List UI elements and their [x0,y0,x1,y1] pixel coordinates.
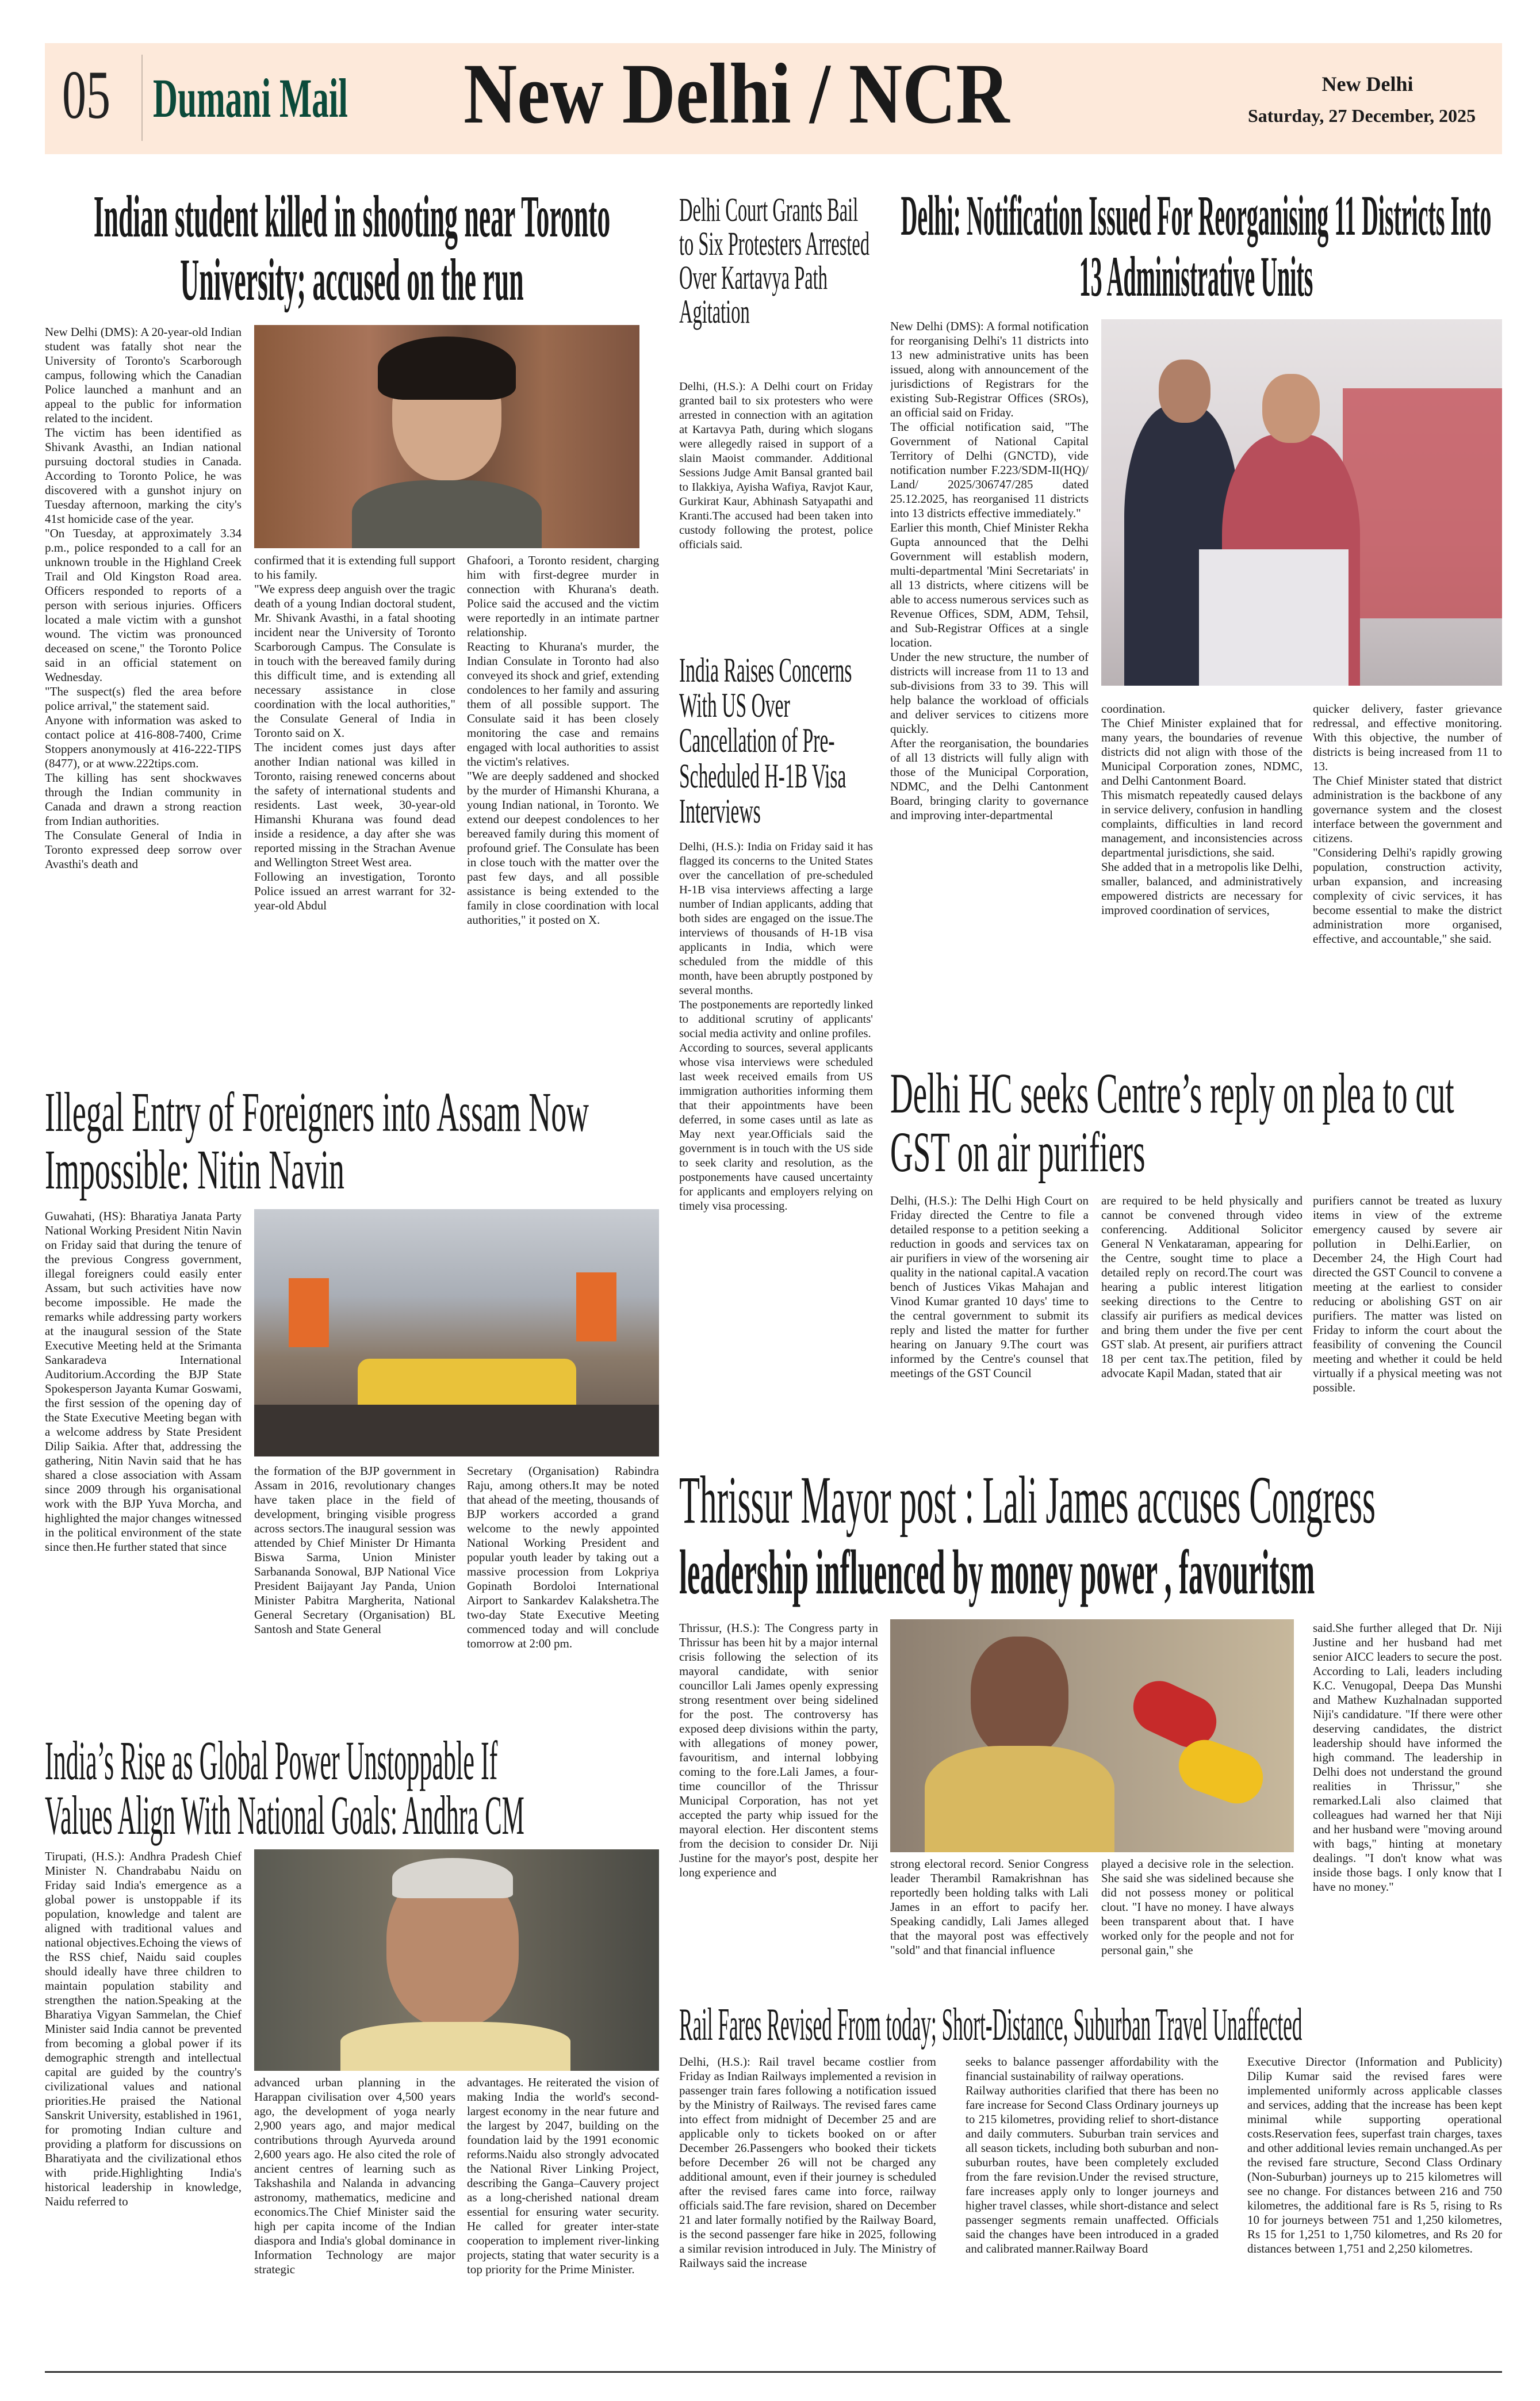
headline-text: India Raises Concerns With US Over Cancellation of Pre-Scheduled H-1B Visa Interviews [679,651,852,830]
article-column: seeks to balance passenger affordability with the financial sustainability of railway operations. Railway authorities clarified that there has been no fare increase for Second Class Ordinary journeys up to 215 kilometres, providing relief to short-distance and daily commuters. Suburban train services and all season tickets, including both suburban and non-suburban routes, have been completely excluded from the fare revision.Under the revised structure, fare increases apply only to longer journeys and higher travel classes, while short-distance and select passenger segments remain unaffected. Officials said the changes have been introduced in a graded and calibrated manner.Railway Board [966,2055,1219,2255]
headline-text: leadership influenced by money power , favouritsm [679,1537,1315,1607]
person-shirt [340,2022,570,2071]
newspaper-brand: Dumani Mail [153,67,348,129]
article-column: advantages. He reiterated the vision of making India the world's second-largest economy in the near future and the largest by 2047, building on the foundation laid by the 1991 economic reforms.Naidu also strongly advocated the National River Linking Project, describing the Ganga–Cauvery project as a long-cherished national dream essential for ensuring water security. He called for greater inter-state cooperation to implement river-linking projects, stating that water security is a top priority for the Prime Minister. [467,2075,659,2276]
article-column: Executive Director (Information and Publicity) Dilip Kumar said the revised fares were implemented uniformly across applicable classes and services, adding that the increase has been kept minimal while supporting operational costs.Reservation fees, superfast train charges, taxes and other additional levies remain unchanged.As per the revised fare structure, Second Class Ordinary (Non-Suburban) journeys up to 215 kilometres will see no change. For distances between 216 and 750 kilometres, the additional fare is Rs 5, rising to Rs 10 for journeys between 751 and 1,250 kilometres, Rs 15 for 1,251 to 1,750 kilometres, and Rs 20 for distances between 1,751 and 2,250 kilometres. [1247,2055,1502,2255]
article-column: purifiers cannot be treated as luxury items in view of the extreme emergency caused by severe air pollution in Delhi.Earlier, on December 24, the High Court had directed the GST Council to convene a meeting at the earliest to consider reducing or abolishing GST on air purifiers. The matter was listed on Friday to inform the court about the feasibility of convening the Council meeting and whether it could be held virtually if a physical meeting was not possible. [1313,1194,1502,1394]
article-column: advanced urban planning in the Harappan civilisation over 4,500 years ago, the development of yoga nearly 2,900 years ago, and major medical contributions through Ayurveda around 2,600 years ago. He also cited the role of ancient centres of learning such as Takshashila and Nalanda in advancing astronomy, mathematics, medicine and economics.The Chief Minister said the high per capita income of the Indian diaspora and India's global dominance in Information Technology are major strategic [254,2075,455,2276]
edition-date: Saturday, 27 December, 2025 [1247,105,1476,126]
article-column: New Delhi (DMS): A formal notification for reorganising Delhi's 11 districts into 13 new administrative units has been issued, along with announcement of the jurisdictions of Registrars for the existing Sub-Registrar Offices (SROs), an official said on Friday. The official notification said, "The Government of National Capital Territory of Delhi (GNCTD), vide notification number F.223/SDM-II(HQ)/ Land/ 2025/306747/285 dated 25.12.2025, has reorganised 11 districts into 13 districts effective immediately." Earlier this month, Chief Minister Rekha Gupta announced that the Delhi Government will establish modern, multi-departmental 'Mini Secretariats' in all 13 districts, where citizens will be able to access numerous services such as Revenue Offices, SDM, ADM, Tehsil, and Sub-Registrar Offices at a single location. Under the new structure, the number of districts will increase from 11 to 13 and sub-divisions from 33 to 39. This will help balance the workload of officials and deliver services to citizens more quickly. After the reorganisation, the boundaries of all 13 districts will fully align with those of the Municipal Corporation, NDMC, and the Delhi Cantonment Board, bringing clarity to governance and improving inter-departmental [890,319,1089,822]
photo-shivank-avasthi [254,325,639,548]
photo-delhi-cm-event [1101,319,1502,686]
article-column: the formation of the BJP government in Assam in 2016, revolutionary changes have taken place in the field of development, bringing visible progress across sectors.The inaugural session was attended by Chief Minister Dr Himanta Biswa Sarma, Union Minister Sarbananda Sonowal, BJP National Vice President Baijayant Jay Panda, Union Minister Pabitra Margherita, National General Secretary (Organisation) BL Santosh and State General [254,1464,455,1636]
headline-rail [679,2001,1502,2050]
article-column: said.She further alleged that Dr. Niji Justine and her husband had met senior AICC leaders to secure the post. According to Lali, leaders including K.C. Venugopal, Deepa Das Munshi and Mathew Kuzhalnadan supported Niji's candidature. "If there were other deserving candidates, the district leadership should have informed the high command. The leadership in Delhi does not understand the ground realities in Thrissur," she remarked.Lali also claimed that colleagues had warned her that Niji and her husband were "moving around with bags," hinting at monetary dealings. "I don't know what was inside those bags. I only know that I have no money." [1313,1621,1502,1894]
article-column: confirmed that it is extending full support to his family. "We express deep anguish over the tragic death of a young Indian doctoral student, Mr. Shivank Avasthi, in a fatal shooting incident near the University of Toronto Scarborough Campus. The Consulate is in touch with the bereaved family during this difficult time, and is extending all necessary assistance in close coordination with the local authorities," the Consulate General of India in Toronto said on X. The incident comes just days after another Indian national was killed in Toronto, raising renewed concerns about the safety of international students and residents. Last week, 30-year-old Himanshi Khurana was found dead inside a residence, a day after she was reported missing in the Strachan Avenue and Wellington Street West area. Following an investigation, Toronto Police issued an arrest warrant for 32-year-old Abdul [254,553,455,912]
portrait-shirt [352,480,542,548]
headline-andhra-line2 [45,1786,659,1845]
photo-lali-james [890,1619,1294,1852]
edition-city: New Delhi [1321,72,1413,95]
article-column: quicker delivery, faster grievance redressal, and effective monitoring. With this objective, the number of districts is being increased from 11 to 13. The Chief Minister stated that district administration is the backbone of any governance system and the closest interface between the government and citizens. "Considering Delhi's rapidly growing population, construction activity, urban expansion, and increasing complexity of civic services, it has become essential to make the district administration more organised, effective, and accountable," she said. [1313,702,1502,946]
page-bottom-rule [45,2371,1502,2373]
crowd [254,1405,659,1456]
section-title: New Delhi / NCR [463,46,1010,142]
podium [1199,549,1349,686]
article-column: Ghafoori, a Toronto resident, charging him with first-degree murder in connection with Khurana's death. Police said the accused and the victim were reportedly in an intimate partner relationship. Reacting to Khurana's murder, the Indian Consulate in Toronto had also conveyed its shock and grief, extending condolences to her family and assuring them of all possible support. The Consulate said it has been closely monitoring the case and remains engaged with local authorities to assist the victim's relatives. "We are deeply saddened and shocked by the murder of Himanshi Khurana, a young Indian national, in Toronto. We extend our deepest condolences to her bereaved family during this moment of profound grief. The Consulate has been in close touch with the matter over the past few days, and all possible assistance is being extended to the family in close coordination with local authorities," it posted on X. [467,553,659,927]
article-column: Delhi, (H.S.): A Delhi court on Friday granted bail to six protesters who were arrested in connection with an agitation at Kartavya Path, during which slogans were allegedly raised in support of a slain Maoist commander. Additional Sessions Judge Amit Bansal granted bail to Ilakkiya, Ayisha Wafiya, Ravjot Kaur, Gurkirat Kaur, Abhinash Satyapathi and Kranti.The accused had been taken into custody following the protest, police officials said. [679,380,873,551]
article-column: strong electoral record. Senior Congress leader Therambil Ramakrishnan has reportedly been holding talks with Lali James in an effort to pacify her. Speaking candidly, Lali James alleged that the mayoral post was effectively "sold" and that financial influence [890,1857,1089,1957]
headline-text: Thrissur Mayor post : Lali James accuses Congress [679,1462,1376,1538]
headline-text: Rail Fares Revised From today; Short-Distance, Suburban Travel Unaffected [679,1999,1303,2050]
headline-h1b [679,653,873,829]
article-column: Secretary (Organisation) Rabindra Raju, among others.It may be noted that ahead of the meeting, thousands of BJP workers accorded a grand welcome to the newly appointed National Working President and popular youth leader by taking out a massive procession from Lokpriya Gopinath Bordoloi International Airport to Sankardev Kalakshetra.The two-day State Executive Meeting commenced today and will conclude tomorrow at 2:00 pm. [467,1464,659,1650]
headline-text: Delhi Court Grants Bail to Six Protesters Arrested Over Kartavya Path Agitation [679,191,870,331]
portrait-hair [378,337,516,400]
headline-assam [45,1081,659,1201]
page-number: 05 [62,56,110,133]
photo-chandrababu-naidu [254,1849,659,2071]
person-head [1159,360,1210,423]
party-flag [576,1272,616,1341]
article-column: Delhi, (H.S.): The Delhi High Court on Friday directed the Centre to file a detailed response to a petition seeking a reduction in goods and services tax on air purifiers in view of the worsening air quality in the national capital.A vacation bench of Justices Vikas Mahajan and Vinod Kumar granted 10 days' time to the central government to submit its reply and listed the matter for further hearing on January 9.The court was informed by the Centre's counsel that meetings of the GST Council [890,1194,1089,1380]
article-column: Thrissur, (H.S.): The Congress party in Thrissur has been hit by a major internal crisis following the selection of its mayoral candidate, with senior councillor Lali James openly expressing strong resentment over being sidelined for the post. The controversy has exposed deep divisions within the party, with allegations of money power, favouritism, and internal lobbying coming to the fore.Lali James, a four-time councillor of the Thrissur Municipal Corporation, has not yet accepted the party whip issued for the mayoral election. Her discontent stems from the decision to consider Dr. Niji Justine for the mayor's post, despite her long experience and [679,1621,878,1879]
article-column: Delhi, (H.S.): Rail travel became costlier from Friday as Indian Railways implemented a revision in passenger train fares following a notification issued by the Ministry of Railways. The revised fares came into effect from midnight of December 25 and are applicable only to tickets booked on or after December 26.Passengers who booked their tickets before December 26 will not be charged any additional amount, even if their journey is scheduled after the revised fares came into force, railway officials said.The fare revision, shared on December 21 and later formally notified by the Railway Board, is the second passenger fare hike in 2025, following a similar revision introduced in July. The Ministry of Railways said the increase [679,2055,936,2270]
article-column: played a decisive role in the selection. She said she was sidelined because she did not possess money or political clout. "I have no money. I have always been transparent about that. I have worked only for the people and not for personal gain," she [1101,1857,1294,1957]
article-column: Tirupati, (H.S.): Andhra Pradesh Chief Minister N. Chandrababu Naidu on Friday said India's emergence as a global power is unstoppable if its population, knowledge and talent are aligned with traditional values and national objectives.Echoing the views of the RSS chief, Naidu said couples should ideally have three children to maintain population stability and strengthen the nation.Speaking at the Bharatiya Vigyan Sammelan, the Chief Minister said India cannot be prevented from becoming a global power if its demographic strength and intellectual capital are guided by the country's civilizational values and national priorities.He praised the National Sanskrit University, established in 1961, for promoting Indian culture and providing a platform for discussions on Bharatiyata and the civilizational ethos with pride.Highlighting India's historical leadership in knowledge, Naidu referred to [45,1849,242,2208]
headline-thrissur-line2 [679,1539,1502,1606]
article-column: New Delhi (DMS): A 20-year-old Indian student was fatally shot near the University of Toronto's Scarborough campus, following which the Canadian Police launched a manhunt and an appeal to the public for information related to the incident. The victim has been identified as Shivank Avasthi, an Indian national pursuing doctoral studies in Canada. According to Toronto Police, he was discovered with a gunshot injury on Tuesday afternoon, marking the city's 41st homicide case of the year. "On Tuesday, at approximately 3.34 p.m., police responded to a call for an unknown trouble in the Highland Creek Trail and Old Kingston Road area. Officers responded to reports of a person with serious injuries. Officers located a male victim with a gunshot wound. The victim was pronounced deceased on scene," the Toronto Police said in an official statement on Wednesday. "The suspect(s) fled the area before police arrival," the statement said. Anyone with information was asked to contact police at 416-808-7400, Crime Stoppers anonymously at 416-222-TIPS (8477), or at www.222tips.com. The killing has sent shockwaves through the Indian community in Canada and drawn a strong reaction from Indian authorities. The Consulate General of India in Toronto expressed deep sorrow over Avasthi's death and [45,325,242,871]
party-flag [289,1278,329,1347]
headline-text: India’s Rise as Global Power Unstoppable If [45,1730,498,1791]
person-saree [925,1746,1114,1852]
masthead-divider [141,55,143,141]
person-head [971,1637,1068,1757]
event-banner [1343,388,1502,618]
masthead [45,43,1502,154]
article-column: Guwahati, (HS): Bharatiya Janata Party National Working President Nitin Navin on Friday said that during the tenure of the previous Congress government, illegal foreigners could easily enter Assam, but such activities have now become impossible. He made the remarks while addressing party workers at the inaugural session of the State Executive Meeting held at the Srimanta Sankaradeva International Auditorium.According the BJP State Spokesperson Jayanta Kumar Goswami, the first session of the opening day of the State Executive Meeting began with a welcome address by State President Dilip Saikia. After that, addressing the gathering, Nitin Navin said that he has shared a close association with Assam since 2009 through his organisational work with the BJP Yuva Morcha, and highlighted the major changes witnessed in the political environment of the state since then.He further stated that since [45,1209,242,1554]
photo-bjp-procession [254,1209,659,1456]
headline-thrissur [679,1464,1502,1536]
headline-andhra [45,1731,659,1790]
headline-text: Indian student killed in shooting near Toronto University; accused on the run [93,183,611,313]
article-column: Delhi, (H.S.): India on Friday said it has flagged its concerns to the United States over the cancellation of pre-scheduled H-1B visa interviews affecting a large number of Indian applicants, adding that both sides are engaged on the issue.The interviews of thousands of H-1B visa applicants in India, which were scheduled from the middle of this month, have been abruptly postponed by several months. The postponements are reportedly linked to additional scrutiny of applicants' social media activity and online profiles. According to sources, several applicants whose visa interviews were scheduled last week received emails from US immigration authorities informing them that their appointments have been deferred, in some cases until as late as May next year.Officials said the government is in touch with the US side to seek clarity and resolution, as the postponements have caused uncertainty for applicants and employers relying on timely visa processing. [679,840,873,1213]
headline-text: Delhi: Notification Issued For Reorganising 11 Districts Into 13 Administrative Units [901,183,1492,308]
headline-text: Values Align With National Goals: Andhra CM [45,1784,524,1846]
headline-text: Delhi HC seeks Centre’s reply on plea to cut GST on air purifiers [890,1061,1454,1184]
person-head [1262,374,1320,443]
headline-bail [679,193,873,329]
headline-toronto [45,185,659,312]
person-hair [392,1858,513,1898]
headline-districts [890,185,1502,307]
headline-text: Illegal Entry of Foreigners into Assam Now Impossible: Nitin Navin [45,1081,589,1201]
article-column: are required to be held physically and cannot be convened through video conferencing. Additional Solicitor General N Venkataraman, appearing for the Centre, sought time to place a detailed reply on record.The court was hearing a public interest litigation seeking directions to the Centre to classify air purifiers as medical devices and bring them under the five per cent GST slab. At present, air purifiers attract 18 per cent tax.The petition, filed by advocate Kapil Madan, stated that air [1101,1194,1303,1380]
headline-gst [890,1061,1502,1184]
article-column: coordination. The Chief Minister explained that for many years, the boundaries of revenue districts did not align with those of the Municipal Corporation zones, NDMC, and Delhi Cantonment Board. This mismatch repeatedly caused delays in service delivery, confusion in handling complaints, difficulties in land record management, and inconsistencies across departmental jurisdictions, she said. She added that in a metropolis like Delhi, smaller, balanced, and administratively empowered districts are necessary for improved coordination of services, [1101,702,1303,917]
